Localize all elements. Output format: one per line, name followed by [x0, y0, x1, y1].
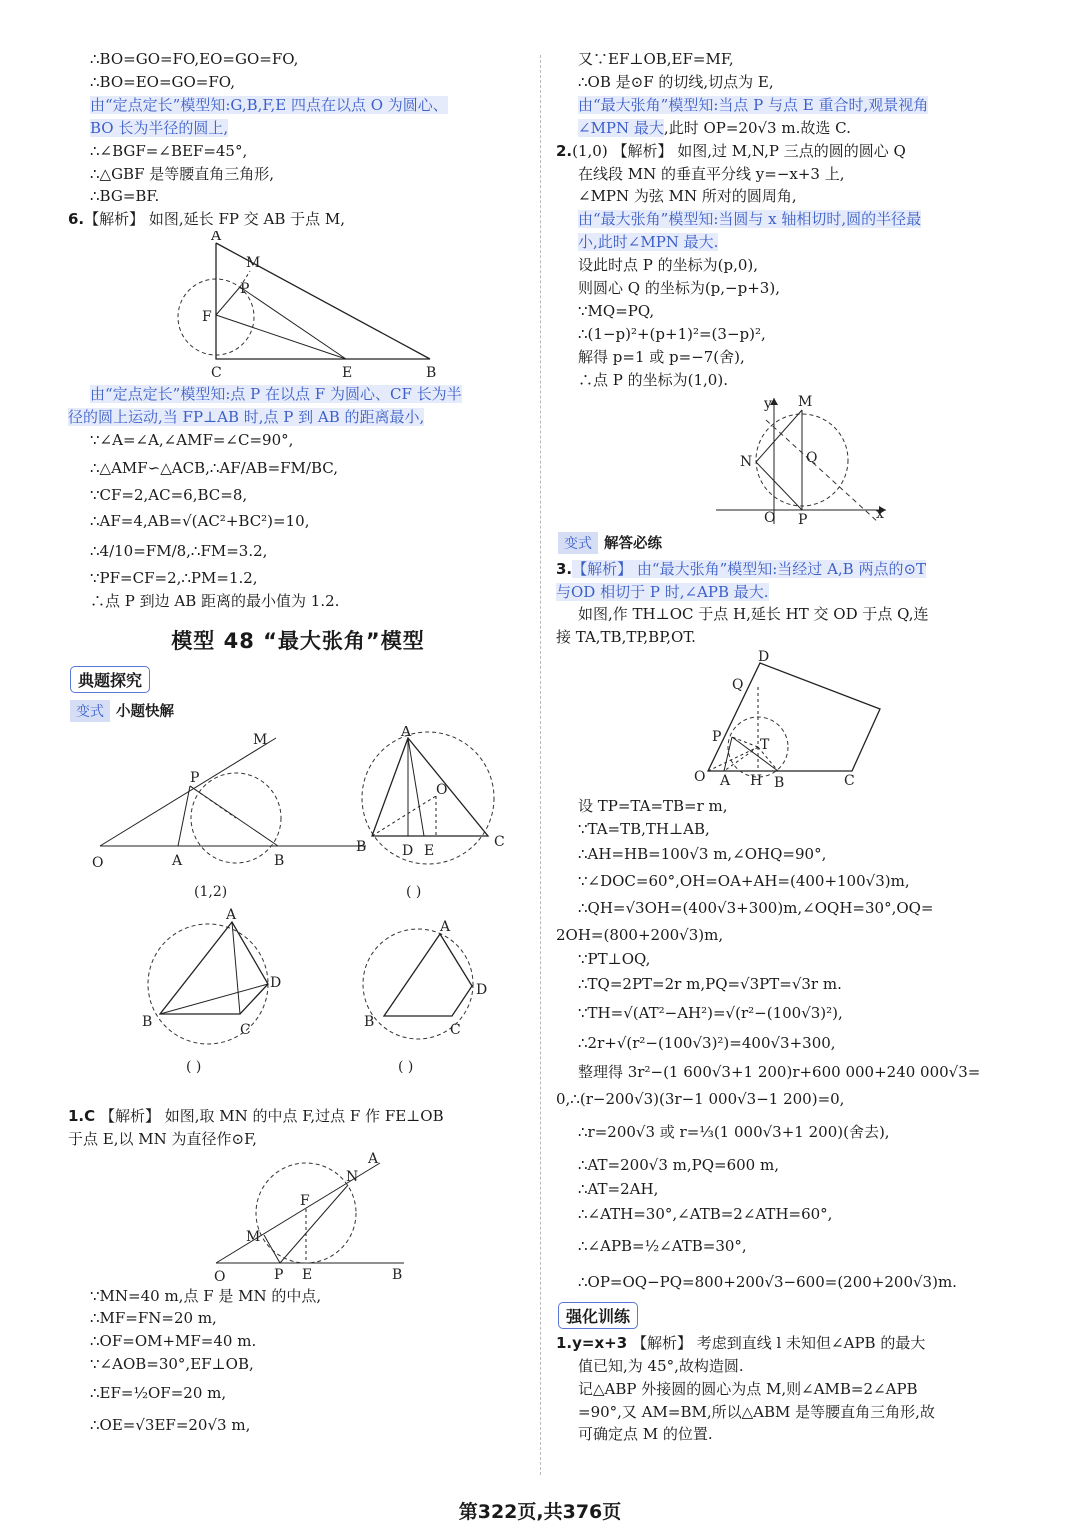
text-line: ∴MF=FN=20 m,: [90, 1309, 217, 1328]
text-line: ∴OE=√3EF=20√3 m,: [90, 1416, 251, 1435]
highlighted-text: 径的圆上运动,当 FP⊥AB 时,点 P 到 AB 的距离最小,: [68, 408, 425, 427]
svg-text:A: A: [226, 906, 237, 923]
svg-text:P: P: [240, 281, 250, 298]
variant-tag: 变式: [70, 700, 110, 722]
svg-text:M: M: [246, 255, 261, 272]
svg-text:C: C: [450, 1021, 461, 1038]
svg-text:D: D: [402, 842, 414, 859]
text-line: ∵CF=2,AC=6,BC=8,: [90, 485, 248, 504]
svg-text:(1,2): (1,2): [194, 883, 228, 900]
svg-text:B: B: [364, 1013, 375, 1030]
svg-text:M: M: [253, 731, 268, 748]
svg-text:F: F: [300, 1192, 310, 1209]
highlighted-text: 由“最大张角”模型知:当圆与 x 轴相切时,圆的半径最: [578, 210, 922, 229]
text-line: ∵MN=40 m,点 F 是 MN 的中点,: [90, 1286, 322, 1305]
text-line: 在线段 MN 的垂直平分线 y=−x+3 上,: [578, 164, 845, 183]
svg-text:B: B: [426, 365, 437, 380]
text-line: ,此时 OP=20√3 m.故选 C.: [663, 118, 851, 137]
text-line: ∴AF=4,AB=√(AC²+BC²)=10,: [90, 511, 310, 530]
text-line: 2OH=(800+200√3)m,: [556, 926, 724, 945]
svg-text:P: P: [798, 511, 808, 524]
variant-tag-text: 小题快解: [116, 703, 174, 720]
question-1-header: 1.C 【解析】 如图,取 MN 的中点 F,过点 F 作 FE⊥OB: [68, 1106, 444, 1125]
svg-text:D: D: [270, 974, 282, 991]
svg-text:D: D: [758, 649, 770, 666]
question-3-header: 3.【解析】 由“最大张角”模型知:当经过 A,B 两点的⊙T: [556, 559, 927, 578]
highlighted-text: 由“最大张角”模型知:当点 P 与点 E 重合时,观景视角: [578, 95, 929, 114]
text-line: ∴OF=OM+MF=40 m.: [90, 1332, 257, 1351]
text-line: 整理得 3r²−(1 600√3+1 200)r+600 000+240 000√3=: [578, 1062, 981, 1081]
text-line: ∴TQ=2PT=2r m,PQ=√3PT=√3r m.: [578, 974, 842, 993]
svg-text:D: D: [476, 981, 488, 998]
svg-text:B: B: [274, 852, 285, 869]
highlighted-text: 由“定点定长”模型知:点 P 在以点 F 为圆心、CF 长为半: [90, 385, 462, 404]
text-line: ∴BG=BF.: [90, 187, 160, 206]
svg-text:N: N: [346, 1168, 359, 1185]
text-line: ∵∠AOB=30°,EF⊥OB,: [90, 1355, 254, 1374]
svg-text:E: E: [342, 365, 353, 380]
svg-text:P: P: [190, 769, 200, 786]
svg-text:P: P: [712, 729, 722, 746]
svg-text:A: A: [211, 231, 222, 245]
section-title: 模型 48 “最大张角”模型: [171, 628, 425, 653]
text-line: 设 TP=TA=TB=r m,: [578, 797, 728, 816]
text-line: ∴(1−p)²+(p+1)²=(3−p)²,: [578, 324, 766, 343]
svg-text:A: A: [720, 773, 731, 790]
figure-q1-circle: [68, 1151, 528, 1281]
svg-text:C: C: [240, 1021, 251, 1038]
svg-text:N: N: [740, 453, 753, 470]
svg-text:x: x: [876, 505, 884, 522]
text-line: 解得 p=1 或 p=−7(舍),: [578, 347, 745, 366]
text-line: ∴EF=½OF=20 m,: [90, 1384, 227, 1403]
svg-text:A: A: [172, 852, 183, 869]
svg-text:O: O: [436, 781, 448, 798]
svg-text:M: M: [798, 393, 813, 410]
left-column: [68, 48, 528, 1440]
svg-text:A: A: [440, 918, 451, 935]
svg-text:( ): ( ): [406, 883, 422, 900]
svg-text:B: B: [774, 775, 785, 792]
variant-tag: 变式: [558, 532, 598, 554]
figures-grid: [68, 726, 528, 1101]
section-box-label: 强化训练: [558, 1302, 638, 1329]
section-box-label: 典题探究: [70, 666, 150, 693]
svg-text:P: P: [274, 1266, 284, 1281]
text-line: ∵TH=√(AT²−AH²)=√(r²−(100√3)²),: [578, 1003, 843, 1022]
text-line: 记△ABP 外接圆的圆心为点 M,则∠AMB=2∠APB: [578, 1379, 918, 1398]
text-line: ∴∠BGF=∠BEF=45°,: [90, 141, 248, 160]
text-line: ∴AT=200√3 m,PQ=600 m,: [578, 1155, 779, 1174]
variant-tag-text: 解答必练: [604, 535, 662, 552]
svg-text:O: O: [764, 509, 776, 524]
text-line: ∴△AMF∽△ACB,∴AF/AB=FM/BC,: [90, 458, 338, 477]
text-line: 0,∴(r−200√3)(3r−1 000√3−1 200)=0,: [556, 1089, 845, 1108]
svg-text:E: E: [302, 1266, 313, 1281]
figure-q2-coordinate: [556, 392, 1011, 524]
text-line: 接 TA,TB,TP,BP,OT.: [556, 628, 696, 647]
text-line: ∴AH=HB=100√3 m,∠OHQ=90°,: [578, 845, 827, 864]
text-line: 如图,作 TH⊥OC 于点 H,延长 HT 交 OD 于点 Q,连: [578, 605, 929, 624]
text-line: ∴BO=EO=GO=FO,: [90, 72, 235, 91]
text-line: ∴△GBF 是等腰直角三角形,: [90, 164, 275, 183]
text-line: ∠MPN 为弦 MN 所对的圆周角,: [578, 187, 797, 206]
figure-q3-quadrilateral: [556, 649, 1011, 791]
text-line: ∴4/10=FM/8,∴FM=3.2,: [90, 541, 268, 560]
question-6-header: 6.【解析】 如图,延长 FP 交 AB 于点 M,: [68, 210, 346, 229]
svg-text:B: B: [142, 1013, 153, 1030]
page-footer: 第322页,共376页: [458, 1501, 622, 1523]
text-line: 值已知,为 45°,故构造圆.: [578, 1356, 744, 1375]
text-line: ∵∠A=∠A,∠AMF=∠C=90°,: [90, 431, 294, 450]
svg-text:( ): ( ): [186, 1058, 202, 1075]
text-line: ∵PF=CF=2,∴PM=1.2,: [90, 568, 258, 587]
column-divider: [540, 55, 541, 1475]
svg-text:E: E: [424, 842, 435, 859]
svg-text:( ): ( ): [398, 1058, 414, 1075]
svg-text:Q: Q: [806, 449, 818, 466]
text-line: ∵PT⊥OQ,: [578, 950, 651, 969]
svg-text:C: C: [211, 365, 222, 380]
svg-text:H: H: [750, 773, 763, 790]
text-line: ∴∠ATH=30°,∠ATB=2∠ATH=60°,: [578, 1204, 833, 1223]
question-2-header: 2.(1,0) 【解析】 如图,过 M,N,P 三点的圆的圆心 Q: [556, 141, 906, 160]
text-line: ∴点 P 到边 AB 距离的最小值为 1.2.: [90, 591, 340, 610]
svg-text:O: O: [214, 1268, 226, 1281]
text-line: ∴AT=2AH,: [578, 1179, 659, 1198]
highlighted-text: 与OD 相切于 P 时,∠APB 最大.: [556, 582, 769, 601]
svg-text:O: O: [92, 854, 104, 871]
text-line: ∴∠APB=½∠ATB=30°,: [578, 1236, 747, 1255]
question-1b-header: 1.y=x+3 【解析】 考虑到直线 l 未知但∠APB 的最大: [556, 1333, 926, 1352]
svg-text:T: T: [760, 737, 770, 754]
text-line: ∴OB 是⊙F 的切线,切点为 E,: [578, 72, 774, 91]
svg-text:M: M: [246, 1228, 261, 1245]
svg-text:C: C: [494, 833, 505, 850]
svg-text:A: A: [401, 725, 412, 740]
text-line: 设此时点 P 的坐标为(p,0),: [578, 256, 759, 275]
svg-text:O: O: [694, 769, 706, 786]
svg-text:C: C: [844, 773, 855, 790]
text-line: 于点 E,以 MN 为直径作⊙F,: [68, 1129, 257, 1148]
highlighted-text: ∠MPN 最大: [578, 118, 664, 137]
svg-text:A: A: [368, 1150, 379, 1167]
svg-text:B: B: [392, 1266, 403, 1281]
highlighted-text: 小,此时∠MPN 最大.: [578, 233, 719, 252]
right-column: [556, 48, 1011, 1446]
text-line: ∵MQ=PQ,: [578, 301, 655, 320]
text-line: 可确定点 M 的位置.: [578, 1425, 713, 1444]
text-line: 又∵EF⊥OB,EF=MF,: [578, 50, 734, 68]
text-line: ∴BO=GO=FO,EO=GO=FO,: [90, 50, 299, 68]
text-line: ∴QH=√3OH=(400√3+300)m,∠OQH=30°,OQ=: [578, 899, 934, 918]
text-line: ∵TA=TB,TH⊥AB,: [578, 820, 710, 839]
figure-q6-triangle: [68, 231, 528, 379]
svg-text:F: F: [202, 309, 212, 326]
highlighted-text: 由“定点定长”模型知:G,B,F,E 四点在以点 O 为圆心、: [90, 95, 448, 114]
text-line: 则圆心 Q 的坐标为(p,−p+3),: [578, 279, 780, 298]
svg-text:B: B: [356, 838, 367, 855]
svg-text:Q: Q: [732, 677, 744, 694]
text-line: ∵∠DOC=60°,OH=OA+AH=(400+100√3)m,: [578, 872, 910, 891]
text-line: =90°,又 AM=BM,所以△ABM 是等腰直角三角形,故: [578, 1402, 935, 1421]
text-line: ∴点 P 的坐标为(1,0).: [578, 370, 728, 389]
text-line: ∴OP=OQ−PQ=800+200√3−600=(200+200√3)m.: [578, 1272, 957, 1291]
text-line: ∴r=200√3 或 r=⅓(1 000√3+1 200)(舍去),: [578, 1122, 890, 1141]
svg-text:y: y: [764, 395, 772, 412]
highlighted-text: BO 长为半径的圆上,: [90, 118, 229, 137]
text-line: ∴2r+√(r²−(100√3)²)=400√3+300,: [578, 1033, 836, 1052]
